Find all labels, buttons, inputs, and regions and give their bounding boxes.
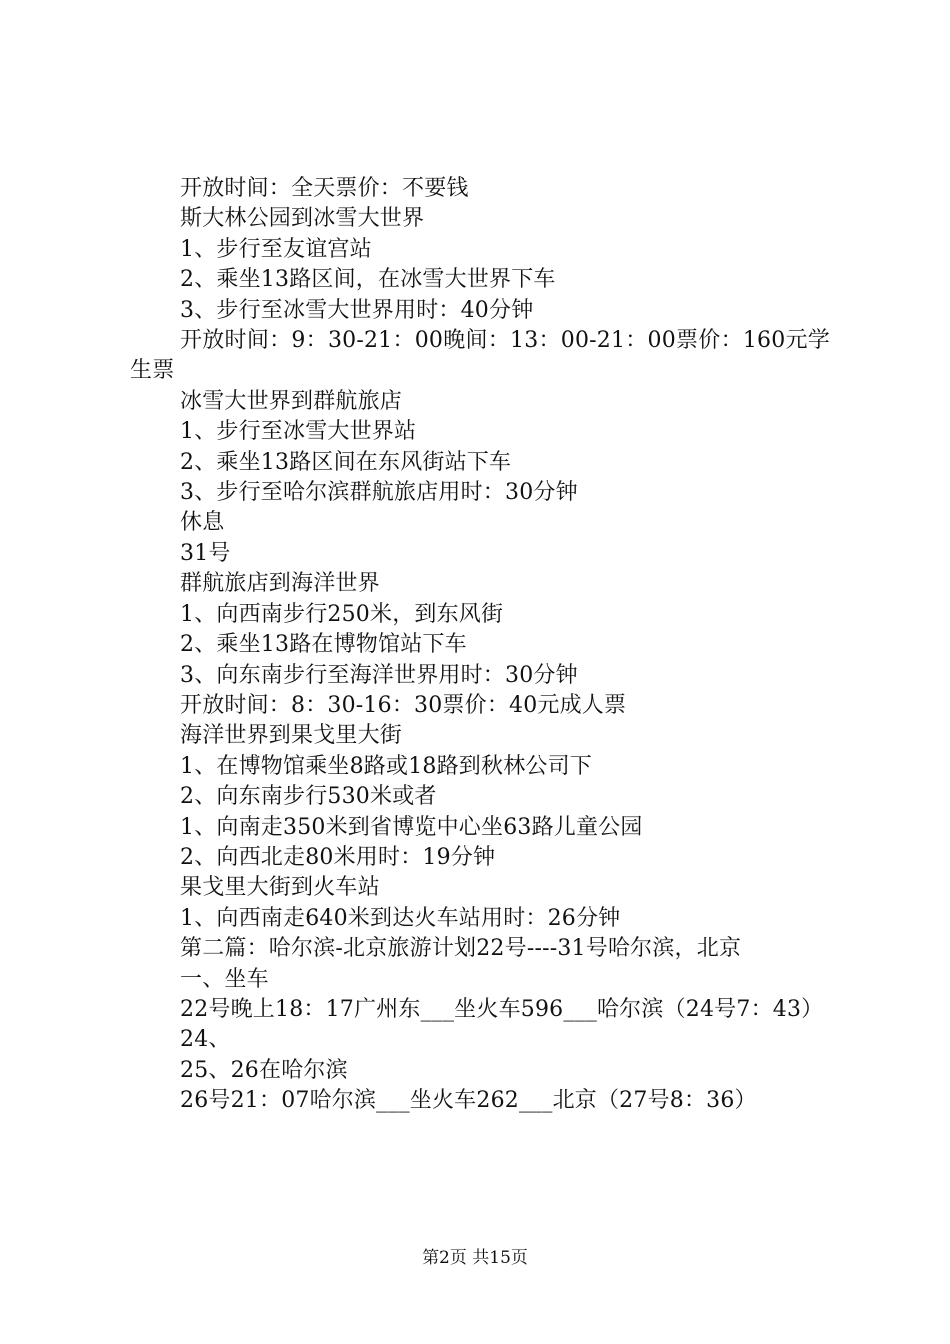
- paragraph-section-heading: 一、坐车: [180, 966, 269, 992]
- paragraph-step: 2、乘坐13路在博物馆站下车: [180, 632, 467, 658]
- paragraph-step: 1、向西南步行250米，到东风街: [180, 601, 504, 627]
- paragraph-date: 24、: [180, 1027, 231, 1053]
- paragraph-opening-hours-stalin-park: 开放时间：全天票价：不要钱: [180, 176, 469, 201]
- paragraph-step: 2、向西北走80米用时：19分钟: [180, 844, 496, 870]
- paragraph-opening-hours-ocean-world: 开放时间：8：30-16：30票价：40元成人票: [180, 692, 627, 718]
- paragraph-step: 2、乘坐13路区间，在冰雪大世界下车: [180, 267, 556, 293]
- paragraph-step: 1、在博物馆乘坐8路或18路到秋林公司下: [180, 753, 592, 779]
- paragraph-step: 3、步行至冰雪大世界用时：40分钟: [180, 297, 534, 323]
- paragraph-step: 1、步行至友谊宫站: [180, 236, 372, 262]
- paragraph-route-heading: 冰雪大世界到群航旅店: [180, 388, 403, 414]
- page-footer: 第2页 共15页: [422, 1248, 528, 1268]
- paragraph-date: 31号: [180, 540, 231, 566]
- paragraph-step: 1、步行至冰雪大世界站: [180, 419, 417, 445]
- paragraph-chapter-heading: 第二篇：哈尔滨-北京旅游计划22号----31号哈尔滨，北京: [180, 936, 742, 962]
- paragraph-train-schedule: 22号晚上18：17广州东___坐火车596___哈尔滨（24号7：43）: [180, 996, 824, 1022]
- paragraph-date: 25、26在哈尔滨: [180, 1057, 348, 1083]
- paragraph-step: 2、乘坐13路区间在东风街站下车: [180, 449, 512, 475]
- paragraph-rest: 休息: [180, 510, 225, 536]
- paragraph-step: 1、向西南走640米到达火车站用时：26分钟: [180, 905, 621, 931]
- paragraph-route-heading: 斯大林公园到冰雪大世界: [180, 206, 425, 232]
- paragraph-train-schedule: 26号21：07哈尔滨___坐火车262___北京（27号8：36）: [180, 1088, 757, 1114]
- paragraph-opening-hours-ice-world: 开放时间：9：30-21：00晚间：13：00-21：00票价：160元学生票: [130, 328, 830, 384]
- paragraph-step: 2、向东南步行530米或者: [180, 784, 437, 810]
- paragraph-route-heading: 果戈里大街到火车站: [180, 875, 380, 901]
- paragraph-step: 3、向东南步行至海洋世界用时：30分钟: [180, 662, 578, 688]
- paragraph-step: 3、步行至哈尔滨群航旅店用时：30分钟: [180, 480, 578, 506]
- paragraph-route-heading: 海洋世界到果戈里大街: [180, 723, 403, 749]
- paragraph-route-heading: 群航旅店到海洋世界: [180, 571, 380, 597]
- document-body: [130, 174, 830, 1117]
- paragraph-step: 1、向南走350米到省博览中心坐63路儿童公园: [180, 814, 643, 840]
